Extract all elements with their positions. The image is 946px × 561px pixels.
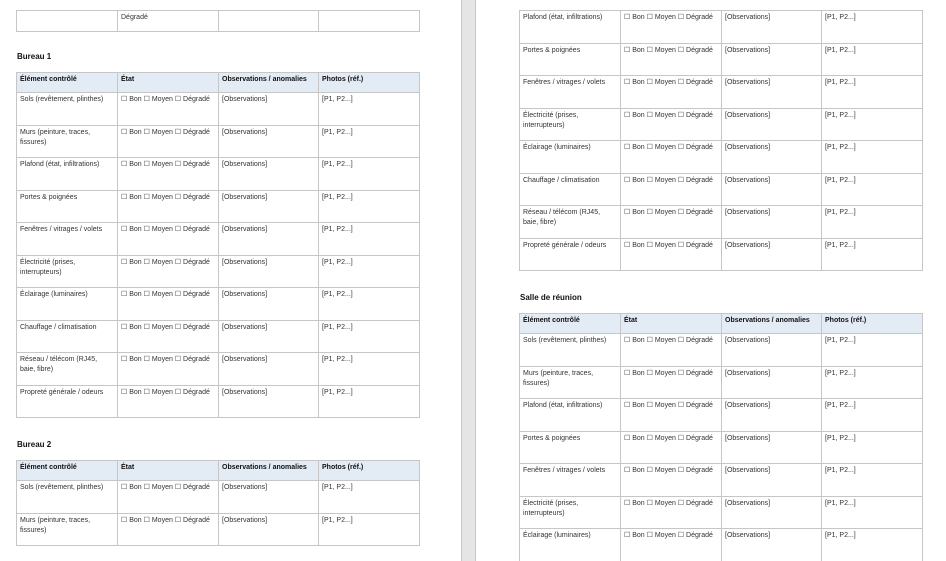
element-cell: Réseau / télécom (RJ45, baie, fibre): [520, 206, 621, 239]
inspection-table-salle-de-reunion: [519, 313, 923, 561]
table-row: [17, 93, 420, 126]
observations-cell: [219, 11, 319, 32]
photos-cell: [P1, P2...]: [822, 206, 923, 239]
element-cell: Plafond (état, infiltrations): [17, 158, 118, 191]
photos-cell: [319, 11, 420, 32]
table-header-row: [17, 461, 420, 481]
observations-cell: [Observations]: [722, 529, 822, 561]
etat-cell: ☐ Bon ☐ Moyen ☐ Dégradé: [118, 320, 219, 353]
table-row: [17, 255, 420, 288]
table-row: [520, 334, 923, 367]
document-page-right: [476, 0, 946, 561]
etat-cell: ☐ Bon ☐ Moyen ☐ Dégradé: [118, 255, 219, 288]
table-header-row: [17, 73, 420, 93]
table-row: [17, 320, 420, 353]
header-photos: Photos (réf.): [319, 461, 420, 481]
element-cell: Propreté générale / odeurs: [520, 238, 621, 271]
element-cell: Plafond (état, infiltrations): [520, 399, 621, 432]
observations-cell: [Observations]: [722, 238, 822, 271]
header-photos: Photos (réf.): [822, 314, 923, 334]
header-observations: Observations / anomalies: [219, 73, 319, 93]
element-cell: Murs (peinture, traces, fissures): [17, 513, 118, 546]
table-row: [520, 206, 923, 239]
photos-cell: [P1, P2...]: [822, 366, 923, 399]
observations-cell: [Observations]: [219, 481, 319, 514]
observations-cell: [Observations]: [722, 496, 822, 529]
table-row: [17, 481, 420, 514]
table-header-row: [520, 314, 923, 334]
observations-cell: [Observations]: [722, 431, 822, 464]
observations-cell: [Observations]: [219, 190, 319, 223]
photos-cell: [P1, P2...]: [319, 125, 420, 158]
etat-cell: ☐ Bon ☐ Moyen ☐ Dégradé: [118, 190, 219, 223]
observations-cell: [Observations]: [219, 288, 319, 321]
section-title-bureau-1: Bureau 1: [17, 52, 52, 61]
etat-cell: ☐ Bon ☐ Moyen ☐ Dégradé: [118, 481, 219, 514]
table-row: [520, 238, 923, 271]
element-cell: Murs (peinture, traces, fissures): [520, 366, 621, 399]
etat-cell: ☐ Bon ☐ Moyen ☐ Dégradé: [621, 76, 722, 109]
etat-cell: ☐ Bon ☐ Moyen ☐ Dégradé: [118, 223, 219, 256]
photos-cell: [P1, P2...]: [319, 288, 420, 321]
element-cell: Fenêtres / vitrages / volets: [520, 464, 621, 497]
etat-cell: ☐ Bon ☐ Moyen ☐ Dégradé: [621, 334, 722, 367]
element-cell: Portes & poignées: [520, 431, 621, 464]
photos-cell: [P1, P2...]: [822, 464, 923, 497]
observations-cell: [Observations]: [219, 223, 319, 256]
photos-cell: [P1, P2...]: [822, 399, 923, 432]
etat-cell: ☐ Bon ☐ Moyen ☐ Dégradé: [621, 206, 722, 239]
element-cell: Sols (revêtement, plinthes): [520, 334, 621, 367]
table-row: [17, 125, 420, 158]
element-cell: Sols (revêtement, plinthes): [17, 93, 118, 126]
table-row: [520, 173, 923, 206]
inspection-table-bureau-2-continued: [519, 10, 923, 271]
photos-cell: [P1, P2...]: [822, 11, 923, 44]
table-row: [520, 141, 923, 174]
header-observations: Observations / anomalies: [219, 461, 319, 481]
element-cell: Portes & poignées: [520, 43, 621, 76]
observations-cell: [Observations]: [722, 366, 822, 399]
photos-cell: [P1, P2...]: [319, 93, 420, 126]
photos-cell: [P1, P2...]: [822, 529, 923, 561]
observations-cell: [Observations]: [219, 125, 319, 158]
element-cell: Murs (peinture, traces, fissures): [17, 125, 118, 158]
table-row: [520, 11, 923, 44]
observations-cell: [Observations]: [219, 513, 319, 546]
photos-cell: [P1, P2...]: [822, 431, 923, 464]
etat-cell: ☐ Bon ☐ Moyen ☐ Dégradé: [118, 93, 219, 126]
header-etat: État: [621, 314, 722, 334]
photos-cell: [P1, P2...]: [319, 255, 420, 288]
table-row: [520, 496, 923, 529]
photos-cell: [P1, P2...]: [822, 334, 923, 367]
photos-cell: [P1, P2...]: [822, 43, 923, 76]
etat-cell: ☐ Bon ☐ Moyen ☐ Dégradé: [118, 288, 219, 321]
etat-cell: ☐ Bon ☐ Moyen ☐ Dégradé: [621, 173, 722, 206]
etat-cell: ☐ Bon ☐ Moyen ☐ Dégradé: [621, 108, 722, 141]
observations-cell: [Observations]: [219, 93, 319, 126]
observations-cell: [Observations]: [722, 141, 822, 174]
photos-cell: [P1, P2...]: [822, 108, 923, 141]
header-photos: Photos (réf.): [319, 73, 420, 93]
element-cell: Propreté générale / odeurs: [17, 385, 118, 418]
inspection-table-fragment: [16, 10, 420, 32]
etat-cell: ☐ Bon ☐ Moyen ☐ Dégradé: [621, 529, 722, 561]
page-gutter: [461, 0, 476, 561]
photos-cell: [P1, P2...]: [822, 173, 923, 206]
header-etat: État: [118, 461, 219, 481]
table-row: [520, 366, 923, 399]
table-row: [17, 190, 420, 223]
photos-cell: [P1, P2...]: [319, 353, 420, 386]
observations-cell: [Observations]: [722, 108, 822, 141]
header-element: Élément contrôlé: [17, 73, 118, 93]
photos-cell: [P1, P2...]: [822, 238, 923, 271]
element-cell: Sols (revêtement, plinthes): [17, 481, 118, 514]
element-cell: Fenêtres / vitrages / volets: [520, 76, 621, 109]
table-row: [17, 353, 420, 386]
element-cell: Éclairage (luminaires): [520, 529, 621, 561]
table-row: [17, 11, 420, 32]
header-element: Élément contrôlé: [520, 314, 621, 334]
inspection-table-bureau-2: [16, 460, 420, 546]
table-row: [17, 513, 420, 546]
element-cell: Électricité (prises, interrupteurs): [17, 255, 118, 288]
table-row: [17, 288, 420, 321]
observations-cell: [Observations]: [722, 464, 822, 497]
etat-cell: ☐ Bon ☐ Moyen ☐ Dégradé: [621, 141, 722, 174]
table-row: [17, 158, 420, 191]
element-cell: Électricité (prises, interrupteurs): [520, 496, 621, 529]
etat-cell: Dégradé: [118, 11, 219, 32]
etat-cell: ☐ Bon ☐ Moyen ☐ Dégradé: [621, 11, 722, 44]
table-row: [520, 399, 923, 432]
etat-cell: ☐ Bon ☐ Moyen ☐ Dégradé: [118, 353, 219, 386]
observations-cell: [Observations]: [219, 385, 319, 418]
photos-cell: [P1, P2...]: [319, 190, 420, 223]
photos-cell: [P1, P2...]: [319, 481, 420, 514]
observations-cell: [Observations]: [219, 320, 319, 353]
etat-cell: ☐ Bon ☐ Moyen ☐ Dégradé: [621, 238, 722, 271]
etat-cell: ☐ Bon ☐ Moyen ☐ Dégradé: [118, 125, 219, 158]
photos-cell: [P1, P2...]: [319, 513, 420, 546]
etat-cell: ☐ Bon ☐ Moyen ☐ Dégradé: [621, 399, 722, 432]
etat-cell: ☐ Bon ☐ Moyen ☐ Dégradé: [118, 158, 219, 191]
photos-cell: [P1, P2...]: [822, 141, 923, 174]
element-cell: Fenêtres / vitrages / volets: [17, 223, 118, 256]
table-row: [520, 43, 923, 76]
element-cell: Chauffage / climatisation: [17, 320, 118, 353]
table-row: [520, 464, 923, 497]
observations-cell: [Observations]: [722, 206, 822, 239]
observations-cell: [Observations]: [219, 353, 319, 386]
etat-cell: ☐ Bon ☐ Moyen ☐ Dégradé: [118, 513, 219, 546]
inspection-table-bureau-1: [16, 72, 420, 418]
table-row: [520, 108, 923, 141]
observations-cell: [Observations]: [722, 43, 822, 76]
etat-cell: ☐ Bon ☐ Moyen ☐ Dégradé: [621, 431, 722, 464]
element-cell: Portes & poignées: [17, 190, 118, 223]
etat-cell: ☐ Bon ☐ Moyen ☐ Dégradé: [118, 385, 219, 418]
observations-cell: [Observations]: [722, 76, 822, 109]
element-cell: Réseau / télécom (RJ45, baie, fibre): [17, 353, 118, 386]
table-row: [520, 431, 923, 464]
etat-cell: ☐ Bon ☐ Moyen ☐ Dégradé: [621, 464, 722, 497]
element-cell: Plafond (état, infiltrations): [520, 11, 621, 44]
header-observations: Observations / anomalies: [722, 314, 822, 334]
photos-cell: [P1, P2...]: [822, 76, 923, 109]
etat-cell: ☐ Bon ☐ Moyen ☐ Dégradé: [621, 43, 722, 76]
observations-cell: [Observations]: [219, 158, 319, 191]
element-cell: Chauffage / climatisation: [520, 173, 621, 206]
observations-cell: [Observations]: [722, 334, 822, 367]
document-page-left: [0, 0, 461, 561]
photos-cell: [P1, P2...]: [319, 223, 420, 256]
table-row: [520, 76, 923, 109]
observations-cell: [Observations]: [722, 399, 822, 432]
header-element: Élément contrôlé: [17, 461, 118, 481]
photos-cell: [P1, P2...]: [319, 158, 420, 191]
observations-cell: [Observations]: [722, 11, 822, 44]
element-cell: Éclairage (luminaires): [520, 141, 621, 174]
section-title-bureau-2: Bureau 2: [17, 440, 52, 449]
table-row: [17, 385, 420, 418]
photos-cell: [P1, P2...]: [822, 496, 923, 529]
etat-cell: ☐ Bon ☐ Moyen ☐ Dégradé: [621, 496, 722, 529]
observations-cell: [Observations]: [722, 173, 822, 206]
section-title-salle-de-reunion: Salle de réunion: [520, 293, 582, 302]
photos-cell: [P1, P2...]: [319, 385, 420, 418]
element-cell: Électricité (prises, interrupteurs): [520, 108, 621, 141]
header-etat: État: [118, 73, 219, 93]
table-row: [17, 223, 420, 256]
observations-cell: [Observations]: [219, 255, 319, 288]
etat-cell: ☐ Bon ☐ Moyen ☐ Dégradé: [621, 366, 722, 399]
element-cell: Éclairage (luminaires): [17, 288, 118, 321]
photos-cell: [P1, P2...]: [319, 320, 420, 353]
table-row: [520, 529, 923, 561]
element-cell: [17, 11, 118, 32]
